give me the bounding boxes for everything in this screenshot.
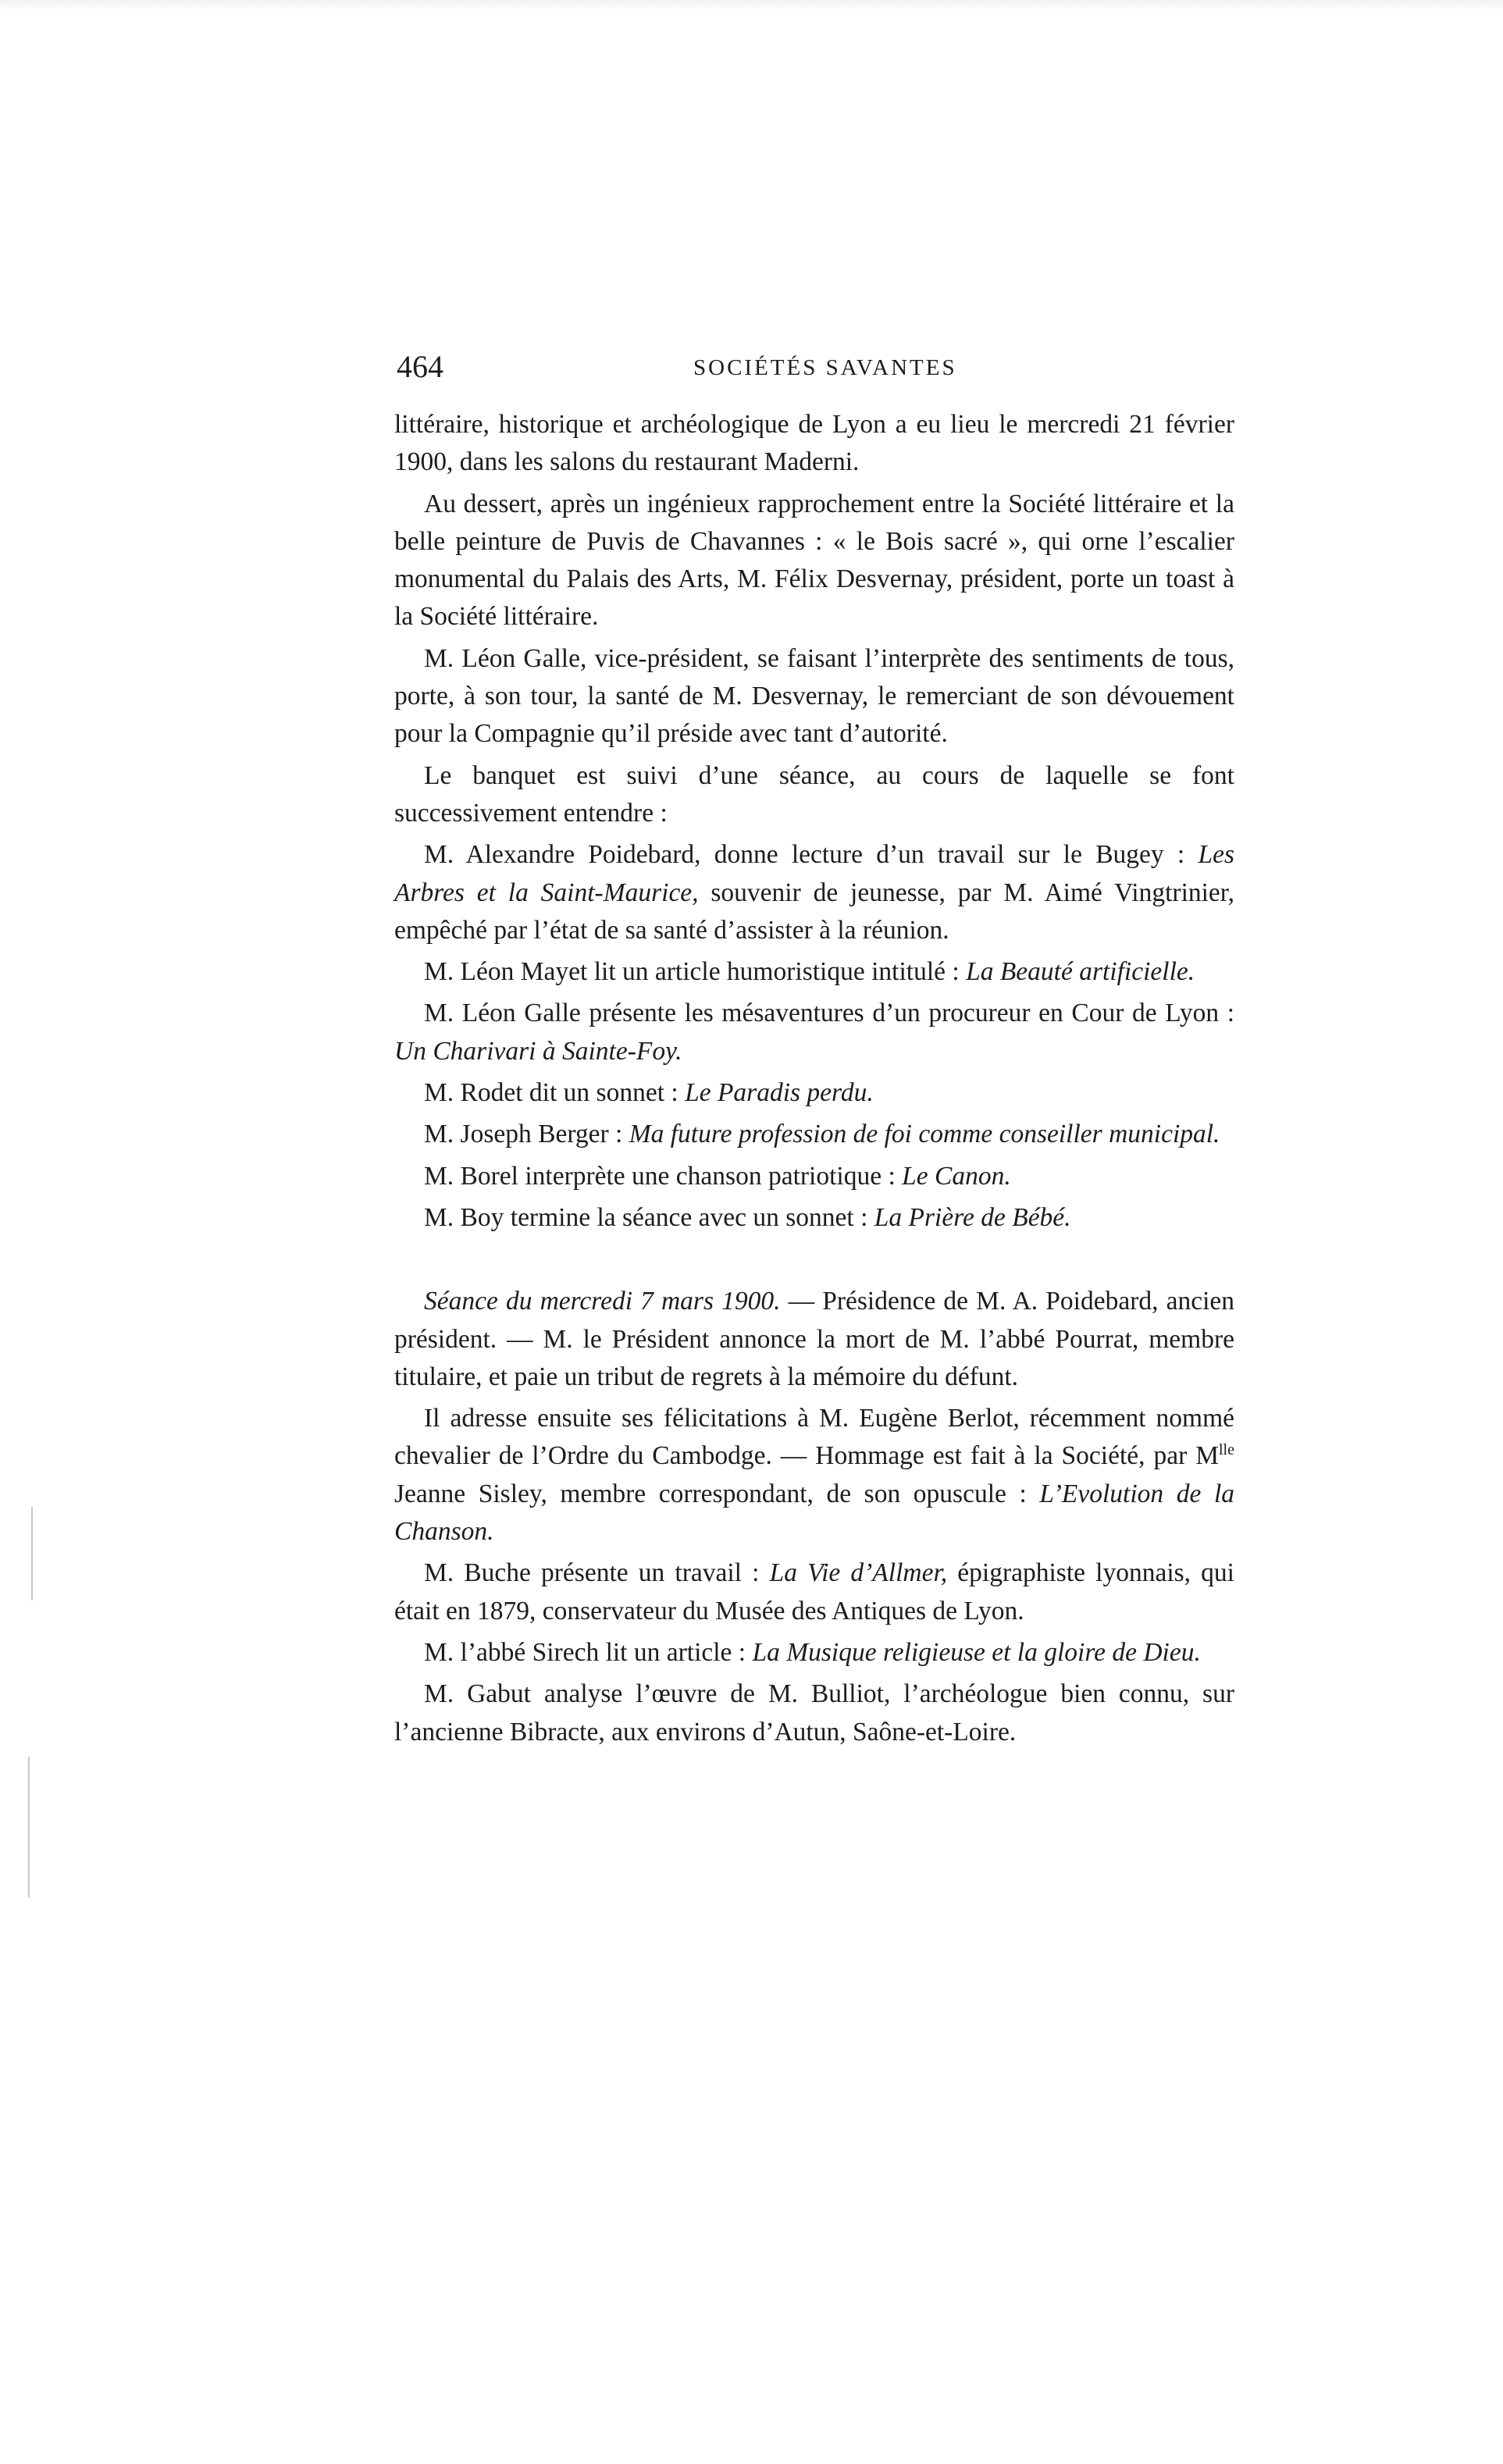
paragraph: [394, 953, 1234, 991]
paragraph-text: Il adresse ensuite ses félicitations à M. Eugène Berlot, récemment nommé chevalier de l’Ordre du Cambodge. — Hommage est fait à la Société, par M: [394, 1404, 1234, 1471]
work-title: La Musique religieuse et la gloire de Dieu.: [752, 1637, 1201, 1667]
work-title: Le Paradis perdu.: [685, 1078, 874, 1108]
paragraph-text: littéraire, historique et archéologique de Lyon a eu lieu le mercredi 21 février 1900, dans les salons du restaurant Maderni.: [394, 410, 1234, 477]
paragraph-text: souvenir de jeunesse, par M. Aimé Vingtrinier, empêché par l’état de sa santé d’assister à la réunion.: [394, 878, 1234, 945]
work-title: Les Arbres et la Saint-Maurice,: [394, 840, 1235, 907]
paragraph: [394, 1554, 1234, 1630]
margin-scan-mark: [31, 1507, 33, 1601]
paragraph-text: M. Léon Mayet lit un article humoristique intitulé :: [424, 957, 960, 987]
paragraph-text: M. Rodet dit un sonnet :: [424, 1078, 678, 1108]
page-body: [394, 406, 1234, 1755]
paragraph: [394, 1074, 1234, 1112]
paragraph-text: M. Boy termine la séance avec un sonnet :: [424, 1202, 868, 1232]
work-title: Le Canon.: [902, 1161, 1011, 1191]
section-break: [394, 1241, 1234, 1283]
paragraph: [394, 1283, 1234, 1396]
paragraph-text: M. Léon Galle, vice-président, se faisant l’interprète des sentiments de tous, porte, à son tour, la santé de M. Desvernay, le remerciant de son dévouement pour la Compagnie qu’il préside avec tant d’autorité.: [394, 643, 1234, 749]
running-head: SOCIÉTÉS SAVANTES: [693, 355, 957, 380]
paragraph: [394, 1400, 1234, 1551]
work-title: La Vie d’Allmer,: [769, 1558, 948, 1588]
paragraph: [394, 640, 1234, 753]
paragraph-text: M. Buche présente un travail :: [424, 1558, 760, 1588]
work-title: Un Charivari à Sainte-Foy.: [394, 1036, 682, 1066]
work-title: L’Evolution de la Chanson.: [394, 1479, 1234, 1547]
paragraph-text: épigraphiste lyonnais, qui était en 1879, conservateur du Musée des Antiques de Lyon.: [394, 1558, 1234, 1625]
paragraph-text: M. Borel interprète une chanson patriotique :: [424, 1161, 896, 1191]
superscript: lle: [1219, 1441, 1234, 1459]
work-title: La Beauté artificielle.: [966, 957, 1195, 987]
paragraph: [394, 406, 1234, 482]
paragraph: [394, 1158, 1234, 1195]
paragraph: [394, 995, 1234, 1070]
page-number: 464: [397, 349, 443, 384]
paragraph-text: Jeanne Sisley, membre correspondant, de son opuscule :: [394, 1479, 1027, 1508]
margin-scan-mark: [28, 1757, 30, 1897]
work-title: La Prière de Bébé.: [874, 1202, 1071, 1232]
page-header: [397, 344, 1232, 390]
paragraph-text: Au dessert, après un ingénieux rapprochement entre la Société littéraire et la belle peinture de Puvis de Chavannes : « le Bois sacré », qui orne l’escalier monumental du Palais des Arts, M. Félix Desvernay, président, porte un toast à la Société littéraire.: [394, 489, 1234, 632]
paragraph: [394, 1634, 1234, 1672]
paragraph: [394, 836, 1234, 949]
paragraph-text: M. Alexandre Poidebard, donne lecture d’un travail sur le Bugey :: [424, 840, 1185, 870]
paragraph: [394, 1199, 1234, 1237]
work-title: Ma future profession de foi comme conseiller municipal.: [629, 1120, 1220, 1149]
paragraph-text: M. l’abbé Sirech lit un article :: [424, 1637, 746, 1667]
paragraph: [394, 1116, 1234, 1153]
paragraph: [394, 757, 1234, 833]
paragraph: [394, 1675, 1234, 1751]
paragraph-text: M. Gabut analyse l’œuvre de M. Bulliot, l’archéologue bien connu, sur l’ancienne Bibracte, aux environs d’Autun, Saône-et-Loire.: [394, 1679, 1234, 1747]
session-heading: Séance du mercredi 7 mars 1900.: [424, 1287, 781, 1316]
paragraph-text: — Présidence de M. A. Poidebard, ancien président. — M. le Président annonce la mort de M. l’abbé Pourrat, membre titulaire, et paie un tribut de regrets à la mémoire du défunt.: [394, 1287, 1234, 1391]
scan-edge: [0, 0, 1503, 11]
paragraph-text: Le banquet est suivi d’une séance, au cours de laquelle se font successivement entendre :: [394, 760, 1234, 828]
paragraph-text: M. Joseph Berger :: [424, 1120, 623, 1149]
paragraph: [394, 486, 1234, 636]
paragraph-text: M. Léon Galle présente les mésaventures d’un procureur en Cour de Lyon :: [424, 999, 1234, 1028]
